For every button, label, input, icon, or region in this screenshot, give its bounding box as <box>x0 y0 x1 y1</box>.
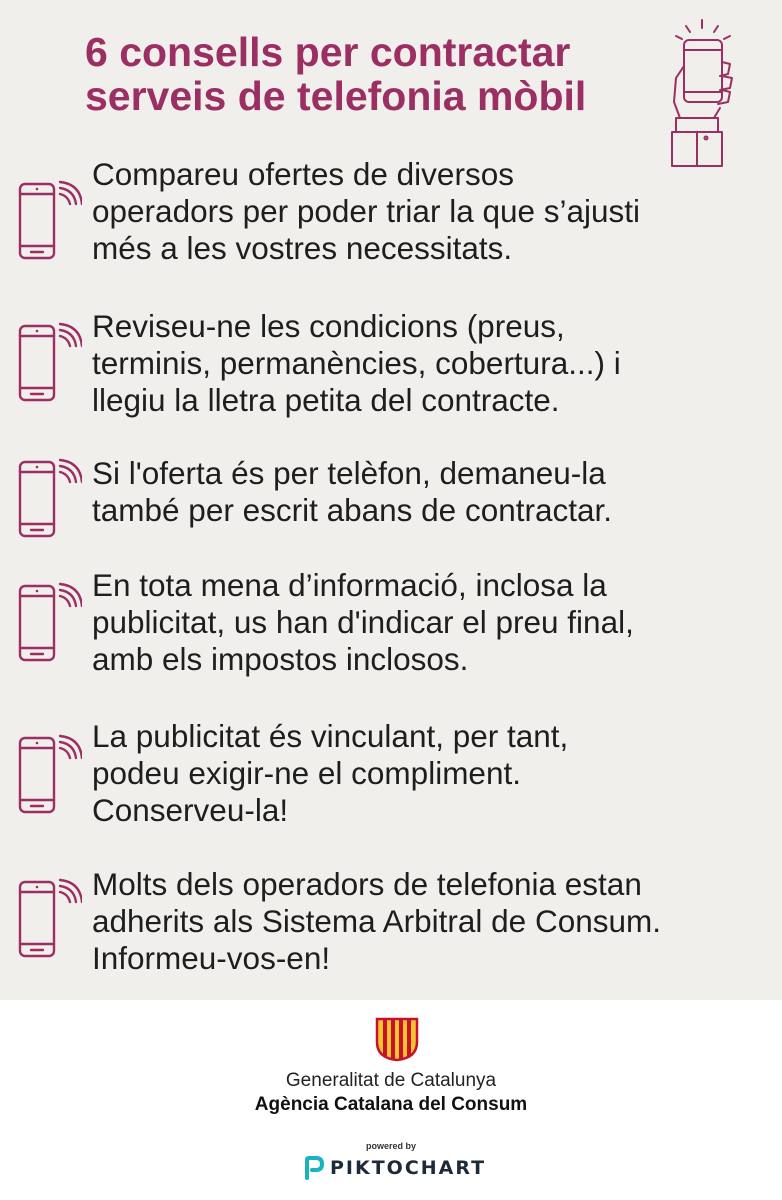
tip-line: llegiu la lletra petita del contracte. <box>92 382 560 418</box>
tip-line: adherits als Sistema Arbitral de Consum. <box>92 903 661 939</box>
phone-signal-icon <box>16 322 82 412</box>
generalitat-seal-icon <box>374 1016 420 1062</box>
page-title <box>85 30 586 118</box>
tip-text <box>92 718 568 829</box>
tip-line: més a les vostres necessitats. <box>92 230 513 266</box>
tip-line: Reviseu-ne les condicions (preus, <box>92 308 565 344</box>
tip-line: podeu exigir-ne el compliment. <box>92 755 521 791</box>
piktochart-wordmark: PIKTOCHART <box>330 1157 487 1179</box>
tip-text <box>92 567 634 678</box>
tip-line: publicitat, us han d'indicar el preu final, <box>92 604 634 640</box>
phone-signal-icon <box>16 180 82 270</box>
tip-text <box>92 308 621 419</box>
tip-line: també per escrit abans de contractar. <box>92 492 613 528</box>
tip-line: Conserveu-la! <box>92 792 289 828</box>
phone-signal-icon <box>16 878 82 968</box>
title-line-1: 6 consells per contractar <box>85 29 571 75</box>
footer <box>0 1000 782 1200</box>
phone-signal-icon <box>16 458 82 548</box>
powered-by-label: powered by <box>365 1141 416 1151</box>
piktochart-brand[interactable] <box>300 1154 490 1182</box>
tip-line: Molts dels operadors de telefonia estan <box>92 866 642 902</box>
tip-line: amb els impostos inclosos. <box>92 641 469 677</box>
tip-line: En tota mena d’informació, inclosa la <box>92 567 607 603</box>
tip-line: La publicitat és vinculant, per tant, <box>92 718 569 754</box>
tip-text <box>92 156 640 267</box>
tip-text <box>92 455 612 529</box>
tip-line: Informeu-vos-en! <box>92 940 331 976</box>
tip-line: Compareu ofertes de diversos <box>92 156 514 192</box>
agency-name: Agència Catalana del Consum <box>254 1094 528 1115</box>
hand-holding-phone-icon <box>654 18 742 168</box>
phone-signal-icon <box>16 734 82 824</box>
government-name: Generalitat de Catalunya <box>285 1070 497 1091</box>
tip-line: Si l'oferta és per telèfon, demaneu-la <box>92 455 606 491</box>
phone-signal-icon <box>16 582 82 672</box>
tip-line: operadors per poder triar la que s’ajusti <box>92 193 641 229</box>
piktochart-logo-icon <box>304 1156 324 1180</box>
tip-text <box>92 866 661 977</box>
title-line-2: serveis de telefonia mòbil <box>85 73 587 119</box>
tip-line: terminis, permanències, cobertura...) i <box>92 345 621 381</box>
